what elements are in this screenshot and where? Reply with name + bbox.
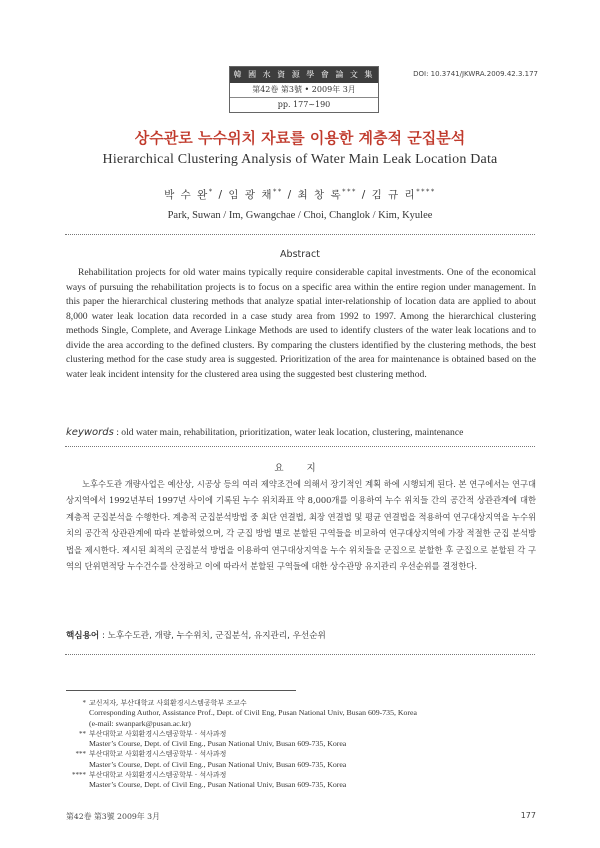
korean-keywords-line (66, 629, 536, 641)
korean-abstract-heading: 요 지 (274, 463, 326, 474)
author-separator: / (282, 189, 298, 201)
footnotes (66, 698, 536, 791)
korean-keywords-separator: : (99, 631, 108, 641)
authors-english: Park, Suwan / Im, Gwangchae / Choi, Changlok / Kim, Kyulee (167, 210, 433, 221)
author-2: 임 광 채** (228, 187, 283, 201)
journal-pages: pp. 177~190 (277, 100, 331, 109)
footnote-1: * 교신저자, 부산대학교 사회환경시스템공학부 조교수 Corresponding Author, Assistance Prof., Dept. of Civil Eng, Pusan National Univ, Busan 609-735, Korea (e-mail: swanpark@pusan.ac.kr) (66, 698, 536, 729)
korean-abstract-text: 노후수도관 개량사업은 예산상, 시공상 등의 여러 제약조건에 의해서 장기적인 계획 하에 시행되게 된다. 본 연구에서는 연구대상지역에서 1992년부터 1997년 사이에 기록된 누수 위치좌표 약 8,000개를 이용하여 누수 위치들 간의 공간적 상관관계에 대한 계층적 군집분석을 수행한다. 계층적 군집분석방법 중 최단 연결법, 최장 연결법 및 평균 연결법을 적용하여 연구대상지역을 누수위치의 공간적 상관관계에 따라 분할하였으며, 각 군집 방법 별로 분할된 구역들을 비교하여 연구대상지역에 가장 적절한 군집 분석방법을 제시한다. 제시된 최적의 군집분석 방법을 이용하여 연구대상지역을 누수 위치들을 군집으로 분할한 후 군집으로 분할된 각 구역의 단위면적당 누수건수를 산정하고 이에 따라서 분할된 구역들에 대한 상수관망 유지관리 우선순위를 결정한다. (66, 479, 536, 572)
journal-info-box (229, 66, 379, 113)
author-separator: / (356, 189, 372, 201)
footnote-email[interactable]: (e-mail: swanpark@pusan.ac.kr) (89, 718, 191, 728)
abstract-heading: Abstract (280, 249, 320, 260)
divider (65, 654, 535, 655)
author-4: 김 규 리**** (371, 187, 436, 201)
keywords-line (66, 427, 536, 438)
page-number: 177 (520, 811, 536, 820)
footnote-3: *** 부산대학교 사회환경시스템공학부 · 석사과정 Master’s Course, Dept. of Civil Eng., Pusan National Univ, Busan 609-735, Korea (75, 750, 347, 769)
keywords-separator: : (113, 427, 122, 438)
journal-name: 韓 國 水 資 源 學 會 論 文 集 (230, 67, 378, 83)
doi-label[interactable]: DOI: 10.3741/JKWRA.2009.42.3.177 (413, 70, 538, 78)
title-english: Hierarchical Clustering Analysis of Water Main Leak Location Data (102, 152, 498, 167)
author-1: 박 수 완* (164, 187, 214, 201)
korean-keywords-label: 핵심용어 (66, 631, 100, 641)
title-korean: 상수관로 누수위치 자료를 이용한 계층적 군집분석 (134, 129, 466, 147)
keywords-text: old water main, rehabilitation, prioritization, water leak location, clustering, maintenance (121, 427, 464, 438)
authors-korean (0, 187, 600, 202)
author-3: 최 창 록*** (297, 187, 357, 201)
footnote-rule (66, 690, 296, 691)
divider (65, 234, 535, 235)
author-separator: / (213, 189, 229, 201)
footnote-4: **** 부산대학교 사회환경시스템공학부 · 석사과정 Master’s Course, Dept. of Civil Eng., Pusan National Univ, Busan 609-735, Korea (72, 771, 347, 790)
abstract-text: Rehabilitation projects for old water mains typically require considerable capital investments. One of the economical ways of pursuing the rehabilitation projects is to focus on a specific area within the entire region under management. In this paper the hierarchical clustering methods that analyze spatial inter-relationship of location data are applied to about 8,000 water leak location data recorded in a case study area from 1992 to 1997. Among the hierarchical clustering methods Single, Complete, and Average Linkage Methods are used to identify clusters of the water leak locations and to divide the area according to the defined clusters. By comparing the clusters identified by the clustering methods, the best clustering method for the case study area is suggested. Prioritization of the area for maintenance is obtained based on the water leak incident intensity for the clustered area using the suggested best clustering method. (66, 267, 536, 380)
footer-journal-issue: 第42卷 第3號 2009年 3月 (66, 812, 160, 821)
divider (65, 446, 535, 447)
keywords-label: keywords (66, 427, 114, 438)
journal-volume: 第42卷 第3號 • 2009年 3月 (230, 83, 378, 98)
footnote-2: ** 부산대학교 사회환경시스템공학부 · 석사과정 Master’s Course, Dept. of Civil Eng., Pusan National Univ, Busan 609-735, Korea (79, 729, 347, 749)
korean-keywords-text: 노후수도관, 개량, 누수위치, 군집분석, 유지관리, 우선순위 (107, 631, 326, 641)
